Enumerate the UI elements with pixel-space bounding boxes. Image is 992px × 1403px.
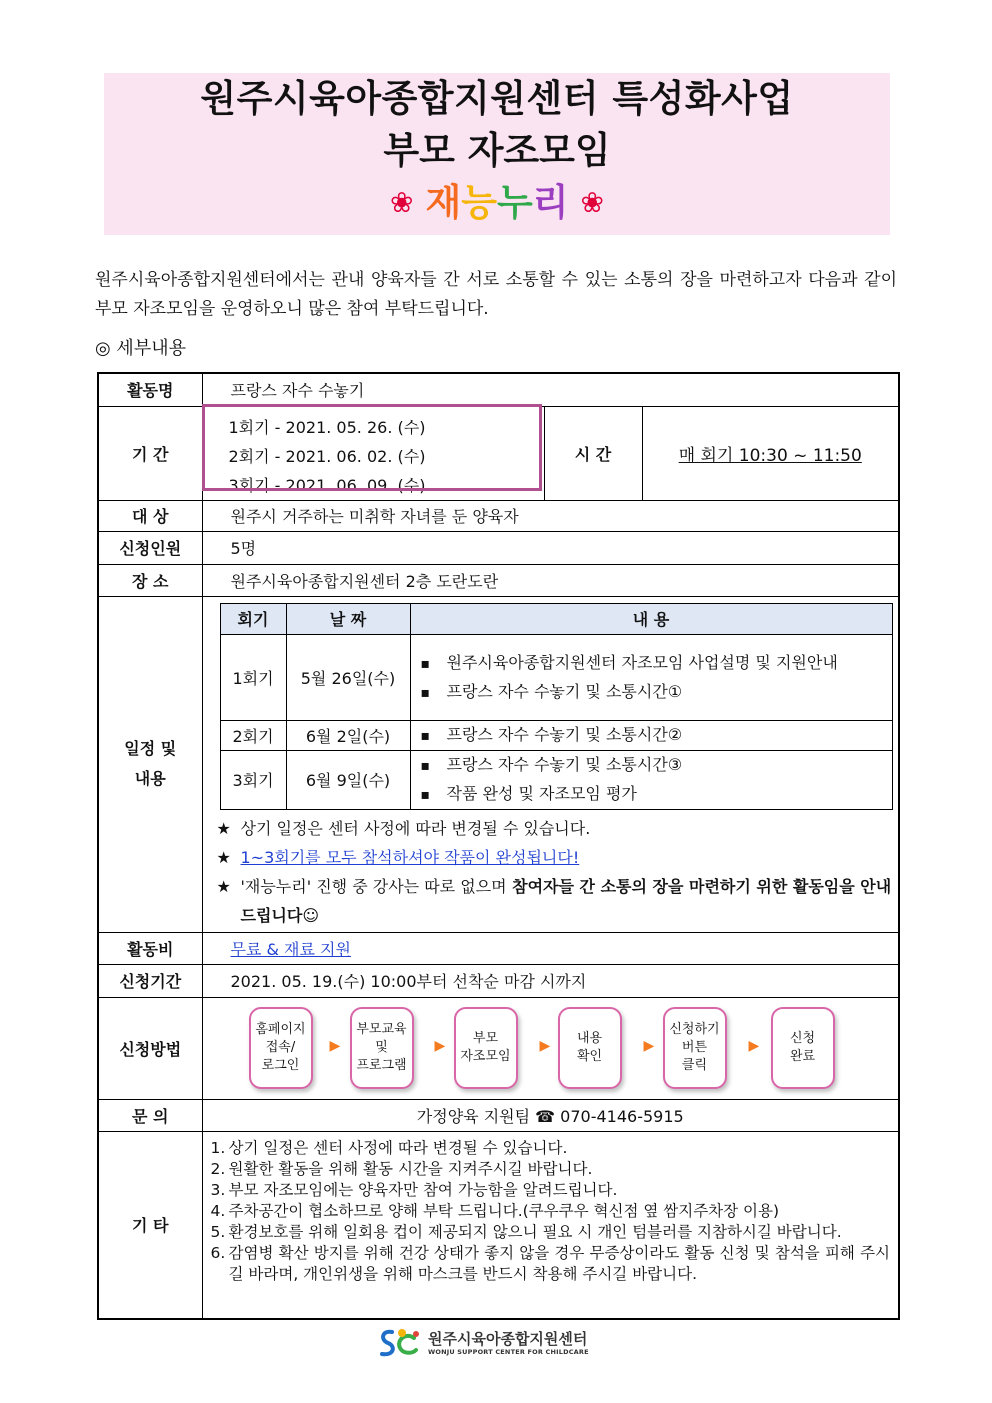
period-item: 3회기 - 2021. 06. 09. (수) [228, 475, 426, 495]
activity-value: 프랑스 자수 수놓기 [202, 373, 899, 406]
apply-period-label: 신청기간 [98, 964, 202, 997]
row-place [98, 564, 899, 596]
etc-content [202, 1131, 899, 1319]
intro-paragraph: 원주시육아종합지원센터에서는 관내 양육자들 간 서로 소통할 수 있는 소통의 장을 마련하고자 다음과 같이 부모 자조모임을 운영하오니 많은 참여 부탁드립니다. [95, 270, 897, 319]
row-apply-method [98, 997, 899, 1099]
list-item: 4. 주차공간이 협소하므로 양해 부탁 드립니다.(쿠우쿠우 혁신점 옆 쌈지주차장 이용) [210, 1201, 780, 1220]
row-schedule [98, 596, 899, 932]
org-name: 원주시육아종합지원센터 [428, 1330, 588, 1348]
title-banner [104, 73, 890, 235]
list-item: ▪ 프랑스 자수 수놓기 및 소통시간③ [411, 751, 892, 780]
fee-value: 무료 & 재료 지원 [202, 932, 899, 964]
scc-logo-icon [378, 1326, 424, 1360]
apply-period-value: 2021. 05. 19.(수) 10:00부터 선착순 마감 시까지 [202, 964, 899, 997]
period-dates [202, 406, 544, 500]
schedule-content [202, 596, 899, 932]
schedule-label: 일정 및 내용 [98, 596, 202, 932]
period-item: 2회기 - 2021. 06. 02. (수) [228, 446, 426, 466]
row-fee [98, 932, 899, 964]
table-row [220, 634, 892, 720]
note-3: ★ '재능누리' 진행 중 강사는 따로 없으며 참여자들 간 소통의 장을 마련하기 위한 활동임을 안내 드립니다☺ [217, 872, 899, 930]
program-char-4: 리 [532, 181, 569, 224]
fee-label: 활동비 [98, 932, 202, 964]
row-etc [98, 1131, 899, 1319]
program-name [104, 179, 890, 227]
apply-method-label: 신청방법 [98, 997, 202, 1099]
list-item: ▪ 작품 완성 및 자조모임 평가 [411, 780, 892, 809]
session-cell: 2회기 [220, 720, 286, 750]
step-click-apply: 신청하기 버튼 클릭 [663, 1007, 727, 1089]
note-2: ★ 1~3회기를 모두 참석하셔야 작품이 완성됩니다! [217, 843, 899, 872]
step-check-content: 내용 확인 [558, 1007, 622, 1089]
etc-label: 기 타 [98, 1131, 202, 1319]
row-target [98, 500, 899, 531]
arrow-right-icon: ▶ [329, 1038, 341, 1054]
capacity-label: 신청인원 [98, 531, 202, 564]
arrow-right-icon: ▶ [434, 1038, 446, 1054]
capacity-value: 5명 [202, 531, 899, 564]
list-item: 2. 원활한 활동을 위해 활동 시간을 지켜주시길 바랍니다. [210, 1159, 593, 1178]
list-item: 6. 감염병 확산 방지를 위해 건강 상태가 좋지 않을 경우 무증상이라도 활동 신청 및 참석을 피해 주시길 바라며, 개인위생을 위해 마스크를 반드시 착용해 주시길 바랍니다. [210, 1243, 891, 1283]
schedule-header-session: 회기 [220, 603, 286, 634]
arrow-right-icon: ▶ [643, 1038, 655, 1054]
list-item: ▪ 원주시육아종합지원센터 자조모임 사업설명 및 지원안내 [411, 649, 884, 678]
note-1: ★ 상기 일정은 센터 사정에 따라 변경될 수 있습니다. [217, 814, 899, 843]
title-line-1: 원주시육아종합지원센터 특성화사업 [200, 77, 794, 120]
schedule-header-content: 내 용 [410, 603, 892, 634]
schedule-table [220, 603, 893, 810]
step-parent-education: 부모교육 및 프로그램 [350, 1007, 414, 1089]
title-line-2: 부모 자조모임 [383, 129, 611, 172]
target-value: 원주시 거주하는 미취학 자녀를 둔 양육자 [202, 500, 899, 531]
arrow-right-icon: ▶ [539, 1038, 551, 1054]
place-label: 장 소 [98, 564, 202, 596]
info-table [97, 372, 900, 1320]
footer-logo [378, 1326, 618, 1362]
session-cell: 1회기 [220, 634, 286, 720]
row-apply-period [98, 964, 899, 997]
time-value: 매 회기 10:30 ~ 11:50 [642, 406, 899, 500]
content-cell [410, 720, 892, 750]
list-item: 5. 환경보호를 위해 일회용 컵이 제공되지 않으니 필요 시 개인 텀블러를 지참하시길 바랍니다. [210, 1222, 842, 1241]
arrow-right-icon: ▶ [748, 1038, 760, 1054]
program-char-2: 능 [461, 181, 497, 224]
row-capacity [98, 531, 899, 564]
session-cell: 3회기 [220, 750, 286, 809]
program-char-3: 누 [497, 181, 533, 224]
row-period [98, 406, 899, 500]
apply-method-steps [202, 997, 899, 1099]
flower-icon: ❀ [390, 186, 414, 219]
schedule-notes [203, 810, 899, 932]
row-inquiry [98, 1099, 899, 1131]
date-cell: 6월 9일(수) [286, 750, 410, 809]
activity-label: 활동명 [98, 373, 202, 406]
content-cell [410, 750, 892, 809]
step-homepage-login: 홈페이지 접속/ 로그인 [249, 1007, 313, 1089]
star-icon: ★ [216, 876, 231, 896]
table-row [220, 750, 892, 809]
inquiry-label: 문 의 [98, 1099, 202, 1131]
list-item: ▪ 프랑스 자수 수놓기 및 소통시간② [411, 721, 892, 750]
list-item: ▪ 프랑스 자수 수놓기 및 소통시간① [411, 678, 884, 707]
inquiry-value: 가정양육 지원팀 ☎ 070-4146-5915 [202, 1099, 899, 1131]
date-cell: 5월 26일(수) [286, 634, 410, 720]
time-label: 시 간 [544, 406, 642, 500]
step-complete: 신청 완료 [771, 1007, 835, 1089]
step-self-help-group: 부모 자조모임 [454, 1007, 518, 1089]
schedule-header-date: 날 짜 [286, 603, 410, 634]
content-cell [410, 634, 892, 720]
list-item: 3. 부모 자조모임에는 양육자만 참여 가능함을 알려드립니다. [210, 1180, 618, 1199]
flower-icon: ❀ [580, 186, 604, 219]
period-label: 기 간 [98, 406, 202, 500]
list-item: 1. 상기 일정은 센터 사정에 따라 변경될 수 있습니다. [210, 1138, 568, 1157]
target-label: 대 상 [98, 500, 202, 531]
row-activity [98, 373, 899, 406]
period-item: 1회기 - 2021. 05. 26. (수) [228, 417, 426, 437]
date-cell: 6월 2일(수) [286, 720, 410, 750]
star-icon: ★ [216, 818, 231, 838]
place-value: 원주시육아종합지원센터 2층 도란도란 [202, 564, 899, 596]
table-row [220, 720, 892, 750]
star-icon: ★ [216, 847, 231, 867]
details-heading: ◎ 세부내용 [95, 338, 186, 359]
program-char-1: 재 [425, 181, 462, 224]
org-name-en: WONJU SUPPORT CENTER FOR CHILDCARE [428, 1348, 589, 1356]
